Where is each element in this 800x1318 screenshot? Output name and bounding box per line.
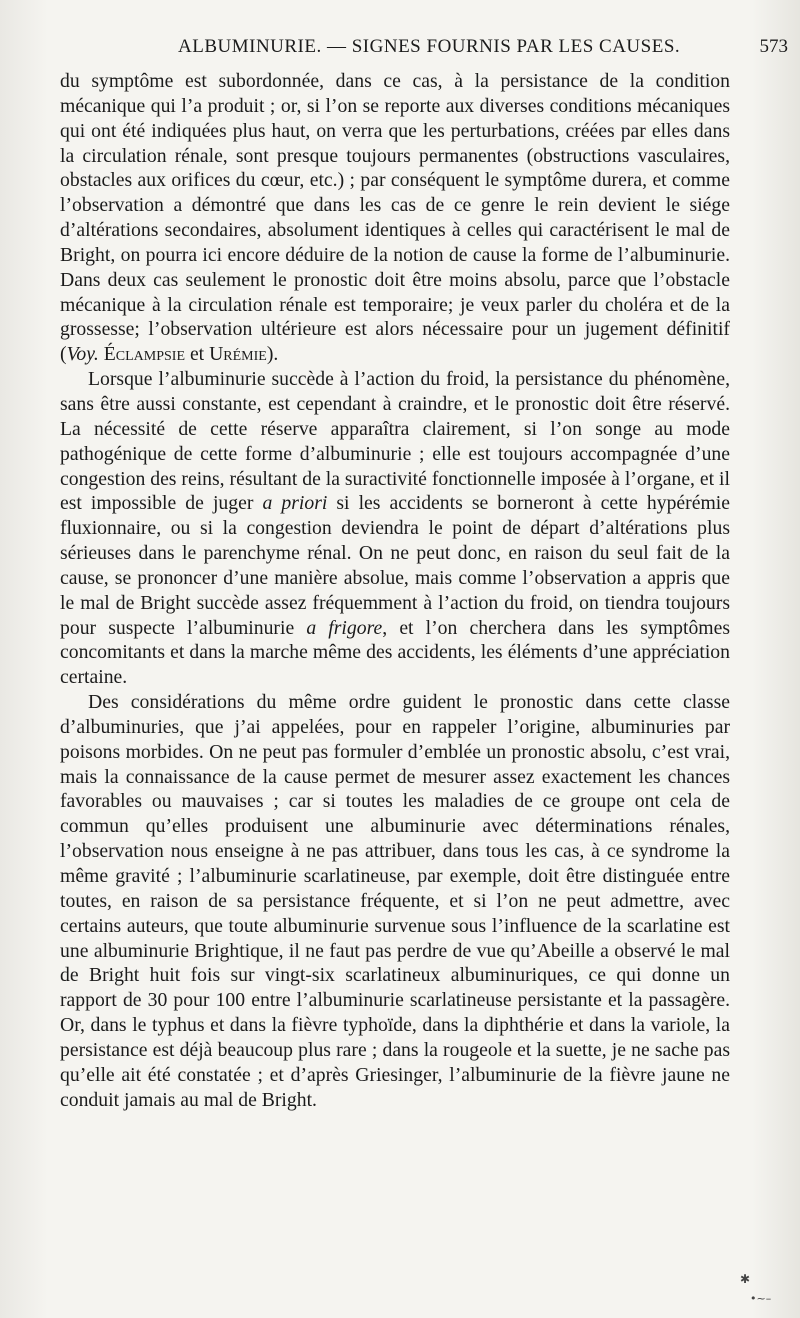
running-head-title: ALBUMINURIE. — SIGNES FOURNIS PAR LES CAUSES.	[178, 36, 681, 57]
paragraph-2-part-a: Lorsque l’albuminurie succède à l’action du froid, la persistance du phénomène, sans être aussi constante, est cependant à craindre, et le pronostic doit être réservé. La nécessité de cette réserve apparaîtra clairement, si l’on songe au mode pathogénique de cette forme d’albuminurie ; elle est toujours accompagnée d’une congestion des reins, résultant de la suractivité fonctionnelle imposée à l’organe, et il est impossible de juger	[60, 368, 730, 515]
paragraph-2-part-c: , et l’on cherchera dans les symptômes concomitants et dans la marche même des accidents, les éléments d’une appréciation certaine.	[60, 616, 730, 689]
paragraph-1	[60, 69, 730, 367]
paragraph-2	[60, 367, 730, 690]
paragraph-3	[60, 690, 730, 1112]
paragraph-1-text: du symptôme est subordonnée, dans ce cas, à la persistance de la condition mécanique qui l’a produit ; or, si l’on se reporte aux diverses conditions mécaniques qui ont été indiquées plus haut, on verra que les perturbations, créées par elles dans la circulation rénale, sont presque toujours permanentes (obstructions vasculaires, obstacles aux orifices du cœur, etc.) ; par conséquent le symptôme durera, et comme l’observation a démontré que dans les cas de ce genre le rein devient le siége d’altérations secondaires, absolument identiques à celles qui caractérisent le mal de Bright, on pourra ici encore déduire de la notion de cause la forme de l’albuminurie. Dans deux cas seulement le pronostic doit être moins absolu, parce que l’obstacle mécanique à la circulation rénale est temporaire; je veux parler du choléra et de la grossesse; l’observation ultérieure est alors nécessaire pour un jugement définitif (	[60, 70, 730, 366]
stain-mark-small: •~–	[750, 1292, 772, 1305]
eclampsie-reference: Éclampsie	[103, 343, 186, 366]
running-head	[60, 36, 790, 62]
a-priori-phrase: a priori	[262, 492, 328, 515]
page-number: 573	[759, 36, 788, 57]
paragraph-3-text: Des considérations du même ordre guident le pronostic dans cette classe d’albuminuries, que j’ai appelées, pour en rappeler l’origine, albuminuries par poisons morbides. On ne peut pas formuler d’emblée un pronostic absolu, c’est vrai, mais la connaissance de la cause permet de mesurer assez exactement les chances favorables ou mauvaises ; car si toutes les maladies de ce groupe ont cela de commun qu’elles produisent une albuminurie avec déterminations rénales, l’observation nous enseigne à ne pas attribuer, dans tous les cas, à ce syndrome la même gravité ; l’albuminurie scarlatineuse, par exemple, doit être distinguée entre toutes, en raison de sa persistance fréquente, et si l’on ne peut admettre, avec certains auteurs, que toute albuminurie survenue sous l’influence de la scarlatine est une albuminurie Brightique, il ne faut pas perdre de vue qu’Abeille a observé le mal de Bright huit fois sur vingt-six scarlatineux albuminuriques, ce qui donne un rapport de 30 pour 100 entre l’albuminurie scarlatineuse persistante et la passagère. Or, dans le typhus et dans la fièvre typhoïde, dans la diphthérie et dans la variole, la persistance est déjà beaucoup plus rare ; dans la rougeole et la suette, je ne sache pas qu’elle ait été constatée ; et d’après Griesinger, l’albuminurie de la fièvre jaune ne conduit jamais au mal de Bright.	[60, 691, 730, 1111]
reference-conjunction: et	[185, 343, 210, 366]
voy-abbreviation: Voy.	[66, 343, 99, 366]
body-text	[60, 69, 730, 1112]
paragraph-1-end: ).	[266, 343, 279, 366]
a-frigore-phrase: a frigore	[306, 616, 383, 639]
paragraph-2-part-b: si les accidents se borneront à cette hypérémie fluxionnaire, ou si la congestion deviendra le point de départ d’altérations plus sérieuses dans le parenchyme rénal. On ne peut donc, en raison du seul fait de la cause, se prononcer d’une manière absolue, mais comme l’observation a appris que le mal de Bright succède assez fréquemment à l’action du froid, on tiendra toujours pour suspecte l’albuminurie	[60, 492, 730, 639]
uremie-reference: Urémie	[209, 343, 267, 366]
stain-mark: ✱	[740, 1272, 751, 1286]
